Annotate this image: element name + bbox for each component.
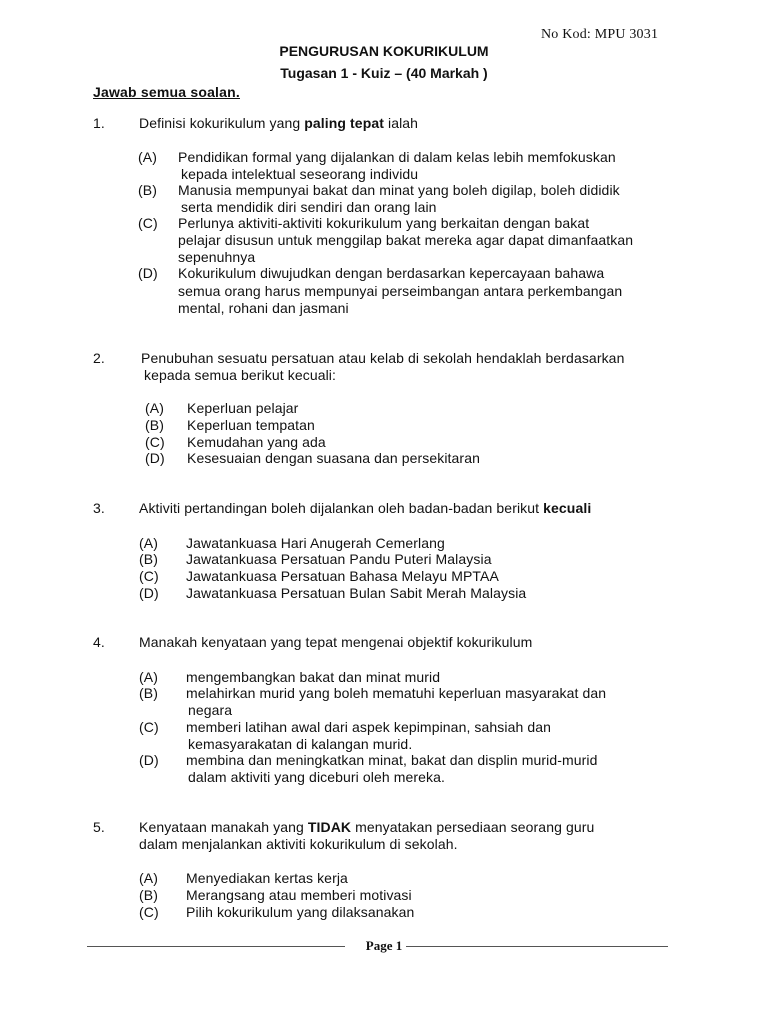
option-label: (D) (139, 752, 159, 768)
question-number: 4. (93, 634, 105, 650)
option-label: (A) (139, 535, 158, 551)
question-text: Kenyataan manakah yang TIDAK menyatakan persediaan seorang guru (139, 819, 595, 835)
question-text: Manakah kenyataan yang tepat mengenai objektif kokurikulum (139, 634, 533, 650)
question-number: 3. (93, 500, 105, 516)
page-number: Page 1 (365, 938, 403, 953)
question-number: 5. (93, 819, 105, 835)
option-label: (D) (138, 265, 158, 281)
option-label: (A) (139, 870, 158, 886)
option-text: pelajar disusun untuk menggilap bakat mereka agar dapat dimanfaatkan (178, 232, 634, 248)
option-text: Kokurikulum diwujudkan dengan berdasarkan kepercayaan bahawa (178, 265, 605, 281)
option-text: membina dan meningkatkan minat, bakat dan displin murid-murid (186, 752, 598, 768)
option-text: Manusia mempunyai bakat dan minat yang boleh digilap, boleh dididik (178, 182, 620, 198)
option-label: (B) (139, 551, 158, 567)
option-text: kepada intelektual seseorang individu (181, 166, 419, 182)
option-text: melahirkan murid yang boleh mematuhi keperluan masyarakat dan (186, 685, 607, 701)
option-label: (B) (139, 887, 158, 903)
question-text: Penubuhan sesuatu persatuan atau kelab di sekolah hendaklah berdasarkan (141, 350, 625, 366)
option-text: Menyediakan kertas kerja (186, 870, 348, 886)
option-label: (A) (138, 149, 157, 165)
option-text: Kesesuaian dengan suasana dan persekitaran (187, 450, 480, 466)
question-text: Aktiviti pertandingan boleh dijalankan oleh badan-badan berikut kecuali (139, 500, 592, 516)
option-label: (C) (139, 719, 159, 735)
option-text: Keperluan tempatan (187, 417, 315, 433)
option-label: (A) (145, 400, 164, 416)
option-label: (C) (145, 434, 165, 450)
option-text: Pendidikan formal yang dijalankan di dalam kelas lebih memfokuskan (178, 149, 616, 165)
question-text: Definisi kokurikulum yang paling tepat ialah (139, 115, 419, 131)
option-text: Pilih kokurikulum yang dilaksanakan (186, 904, 415, 920)
option-text: negara (188, 702, 233, 718)
option-text: Kemudahan yang ada (187, 434, 326, 450)
option-text: Jawatankuasa Hari Anugerah Cemerlang (186, 535, 445, 551)
option-text: Jawatankuasa Persatuan Bahasa Melayu MPTAA (186, 568, 499, 584)
option-label: (C) (139, 904, 159, 920)
option-label: (A) (139, 669, 158, 685)
option-label: (B) (139, 685, 158, 701)
option-label: (D) (139, 585, 159, 601)
question-text: dalam menjalankan aktiviti kokurikulum di sekolah. (139, 836, 458, 852)
instruction: Jawab semua soalan. (93, 84, 240, 100)
option-text: mental, rohani dan jasmani (178, 300, 349, 316)
option-text: Keperluan pelajar (187, 400, 299, 416)
option-label: (C) (138, 215, 158, 231)
option-label: (B) (145, 417, 164, 433)
option-text: mengembangkan bakat dan minat murid (186, 669, 441, 685)
document-title: PENGURUSAN KOKURIKULUM (279, 43, 489, 59)
option-text: sepenuhnya (178, 249, 256, 265)
option-text: kemasyarakatan di kalangan murid. (188, 736, 413, 752)
question-number: 2. (93, 350, 105, 366)
option-label: (C) (139, 568, 159, 584)
option-label: (B) (138, 182, 157, 198)
document-subtitle: Tugasan 1 - Kuiz – (40 Markah ) (280, 65, 488, 81)
document-code: No Kod: MPU 3031 (541, 27, 659, 42)
option-text: dalam aktiviti yang diceburi oleh mereka. (188, 769, 446, 785)
option-text: Jawatankuasa Persatuan Bulan Sabit Merah Malaysia (186, 585, 527, 601)
question-number: 1. (93, 115, 105, 131)
option-text: Perlunya aktiviti-aktiviti kokurikulum yang berkaitan dengan bakat (178, 215, 590, 231)
option-text: serta mendidik diri sendiri dan orang lain (181, 199, 437, 215)
option-text: Jawatankuasa Persatuan Pandu Puteri Malaysia (186, 551, 492, 567)
option-text: semua orang harus mempunyai perseimbangan antara perkembangan (178, 283, 623, 299)
question-text: kepada semua berikut kecuali: (144, 367, 337, 383)
option-label: (D) (145, 450, 165, 466)
option-text: memberi latihan awal dari aspek kepimpinan, sahsiah dan (186, 719, 552, 735)
option-text: Merangsang atau memberi motivasi (186, 887, 412, 903)
